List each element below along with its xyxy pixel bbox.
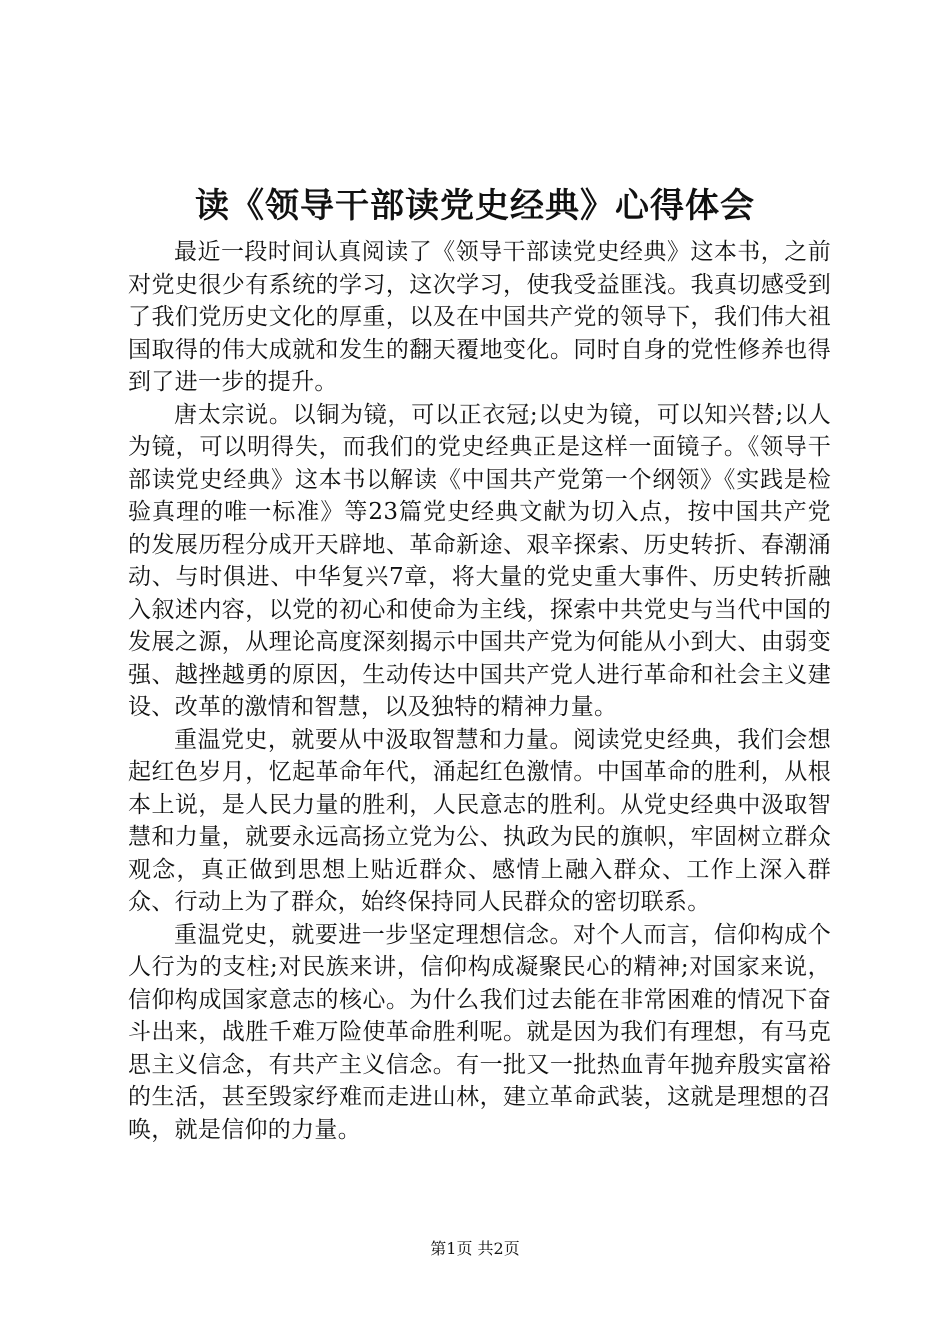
document-body (128, 236, 831, 1146)
page-number-footer: 第1页 共2页 (430, 1239, 520, 1258)
paragraph-4: 重温党史，就要进一步坚定理想信念。对个人而言，信仰构成个人行为的支柱;对民族来讲，信仰构成凝聚民心的精神;对国家来说，信仰构成国家意志的核心。为什么我们过去能在非常困难的情况下奋斗出来，战胜千难万险使革命胜利呢。就是因为我们有理想，有马克思主义信念，有共产主义信念。有一批又一批热血青年抛弃殷实富裕的生活，甚至毁家纾难而走进山林，建立革命武装，这就是理想的召唤，就是信仰的力量。 (128, 921, 831, 1143)
document-title: 读《领导干部读党史经典》心得体会 (195, 186, 755, 226)
paragraph-1: 最近一段时间认真阅读了《领导干部读党史经典》这本书，之前对党史很少有系统的学习，这次学习，使我受益匪浅。我真切感受到了我们党历史文化的厚重，以及在中国共产党的领导下，我们伟大祖国取得的伟大成就和发生的翻天覆地变化。同时自身的党性修养也得到了进一步的提升。 (128, 239, 831, 395)
paragraph-2: 唐太宗说。以铜为镜，可以正衣冠;以史为镜，可以知兴替;以人为镜，可以明得失，而我们的党史经典正是这样一面镜子。《领导干部读党史经典》这本书以解读《中国共产党第一个纲领》《实践是检验真理的唯一标准》等23篇党史经典文献为切入点，按中国共产党的发展历程分成开天辟地、革命新途、艰辛探索、历史转折、春潮涌动、与时俱进、中华复兴7章，将大量的党史重大事件、历史转折融入叙述内容，以党的初心和使命为主线，探索中共党史与当代中国的发展之源，从理论高度深刻揭示中国共产党为何能从小到大、由弱变强、越挫越勇的原因，生动传达中国共产党人进行革命和社会主义建设、改革的激情和智慧，以及独特的精神力量。 (128, 401, 831, 720)
paragraph-3: 重温党史，就要从中汲取智慧和力量。阅读党史经典，我们会想起红色岁月，忆起革命年代，涌起红色激情。中国革命的胜利，从根本上说，是人民力量的胜利，人民意志的胜利。从党史经典中汲取智慧和力量，就要永远高扬立党为公、执政为民的旗帜，牢固树立群众观念，真正做到思想上贴近群众、感情上融入群众、工作上深入群众、行动上为了群众，始终保持同人民群众的密切联系。 (128, 726, 831, 915)
